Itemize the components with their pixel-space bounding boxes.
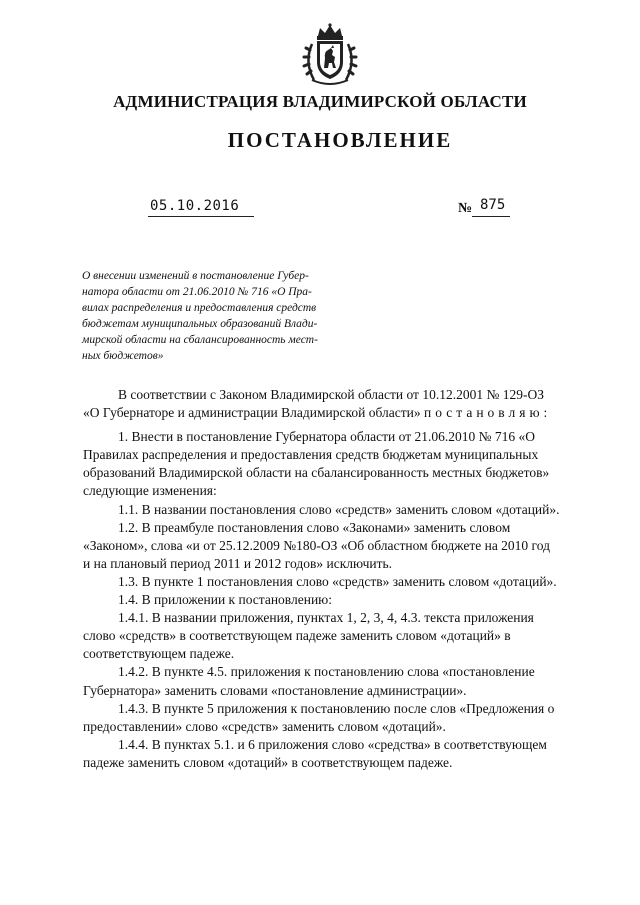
paragraph-1-2 — [83, 519, 613, 573]
paragraph-1-4-4 — [83, 736, 613, 772]
paragraph-1-4 — [83, 591, 613, 609]
text-line: 1.4.4. В пунктах 5.1. и 6 приложения слово «средства» в соответствующем — [118, 736, 547, 752]
text-line: 1.4.1. В названии приложения, пунктах 1, 2, 3, 4, 4.3. текста приложения — [118, 610, 534, 626]
number-sign: № — [458, 201, 473, 216]
paragraph-1-1 — [83, 501, 613, 519]
text-line: образований Владимирской области на сбалансированность местных бюджетов» — [83, 465, 550, 481]
decree-word: постановляю: — [423, 405, 552, 421]
paragraph-1 — [83, 428, 613, 500]
document-date: 05.10.2016 — [150, 198, 240, 214]
text-line: «Законом», слова «и от 25.12.2009 №180-ОЗ «Об областном бюджете на 2010 год — [83, 537, 550, 553]
document-number: 875 — [480, 197, 506, 213]
preamble-paragraph — [83, 386, 613, 422]
subject-line: вилах распределения и предоставления средств — [82, 302, 317, 314]
text-line: 1. Внести в постановление Губернатора области от 21.06.2010 № 716 «О — [118, 429, 535, 445]
subject-line: О внесении изменений в постановление Губер- — [82, 270, 309, 282]
document-body — [83, 386, 613, 772]
text-line: В соответствии с Законом Владимирской области от 10.12.2001 № 129-ОЗ — [118, 387, 544, 402]
text-line: 1.2. В преамбуле постановления слово «Законами» заменить словом — [118, 519, 511, 535]
document-type-title: ПОСТАНОВЛЕНИЕ — [227, 128, 453, 152]
text-line: следующие изменения: — [83, 483, 217, 499]
text-line: и на плановый период 2011 и 2012 годов» исключить. — [83, 555, 393, 571]
text-line: Правилах распределения и предоставления средств бюджетам муниципальных — [83, 447, 539, 463]
text-span: «О Губернаторе и администрации Владимирской области» — [83, 405, 421, 421]
text-line: 1.4. В приложении к постановлению: — [118, 592, 333, 608]
number-underline — [472, 216, 510, 217]
text-line: 1.3. В пункте 1 постановления слово «средств» заменить словом «дотаций». — [118, 573, 557, 589]
paragraph-1-4-2 — [83, 663, 613, 699]
text-line: соответствующем падеже. — [83, 646, 235, 662]
text-line — [83, 404, 613, 422]
text-line: слово «средств» в соответствующем падеже заменить словом «дотаций» в — [83, 628, 511, 644]
text-line: 1.4.2. В пункте 4.5. приложения к постановлению слова «постановление — [118, 664, 535, 680]
document-subject — [82, 268, 372, 364]
organization-title: АДМИНИСТРАЦИЯ ВЛАДИМИРСКОЙ ОБЛАСТИ — [113, 92, 527, 111]
text-line: 1.4.3. В пункте 5 приложения к постановлению после слов «Предложения о — [118, 700, 555, 716]
paragraph-1-3 — [83, 573, 613, 591]
paragraph-1-4-3 — [83, 700, 613, 736]
date-underline — [148, 216, 254, 217]
coat-of-arms-icon — [298, 22, 362, 86]
text-line: Губернатора» заменить словами «постановление администрации». — [83, 682, 467, 698]
paragraph-1-4-1 — [83, 609, 613, 663]
subject-line: натора области от 21.06.2010 № 716 «О Пра- — [82, 286, 312, 298]
subject-line: бюджетам муниципальных образований Влади- — [82, 318, 318, 330]
subject-line: ных бюджетов» — [82, 350, 164, 362]
text-line: 1.1. В названии постановления слово «средств» заменить словом «дотаций». — [118, 501, 560, 517]
text-line: предоставлении» слово «средств» заменить словом «дотаций». — [83, 718, 446, 734]
subject-line: мирской области на сбалансированность мест- — [82, 334, 318, 346]
text-line: падеже заменить словом «дотаций» в соответствующем падеже. — [83, 754, 453, 770]
